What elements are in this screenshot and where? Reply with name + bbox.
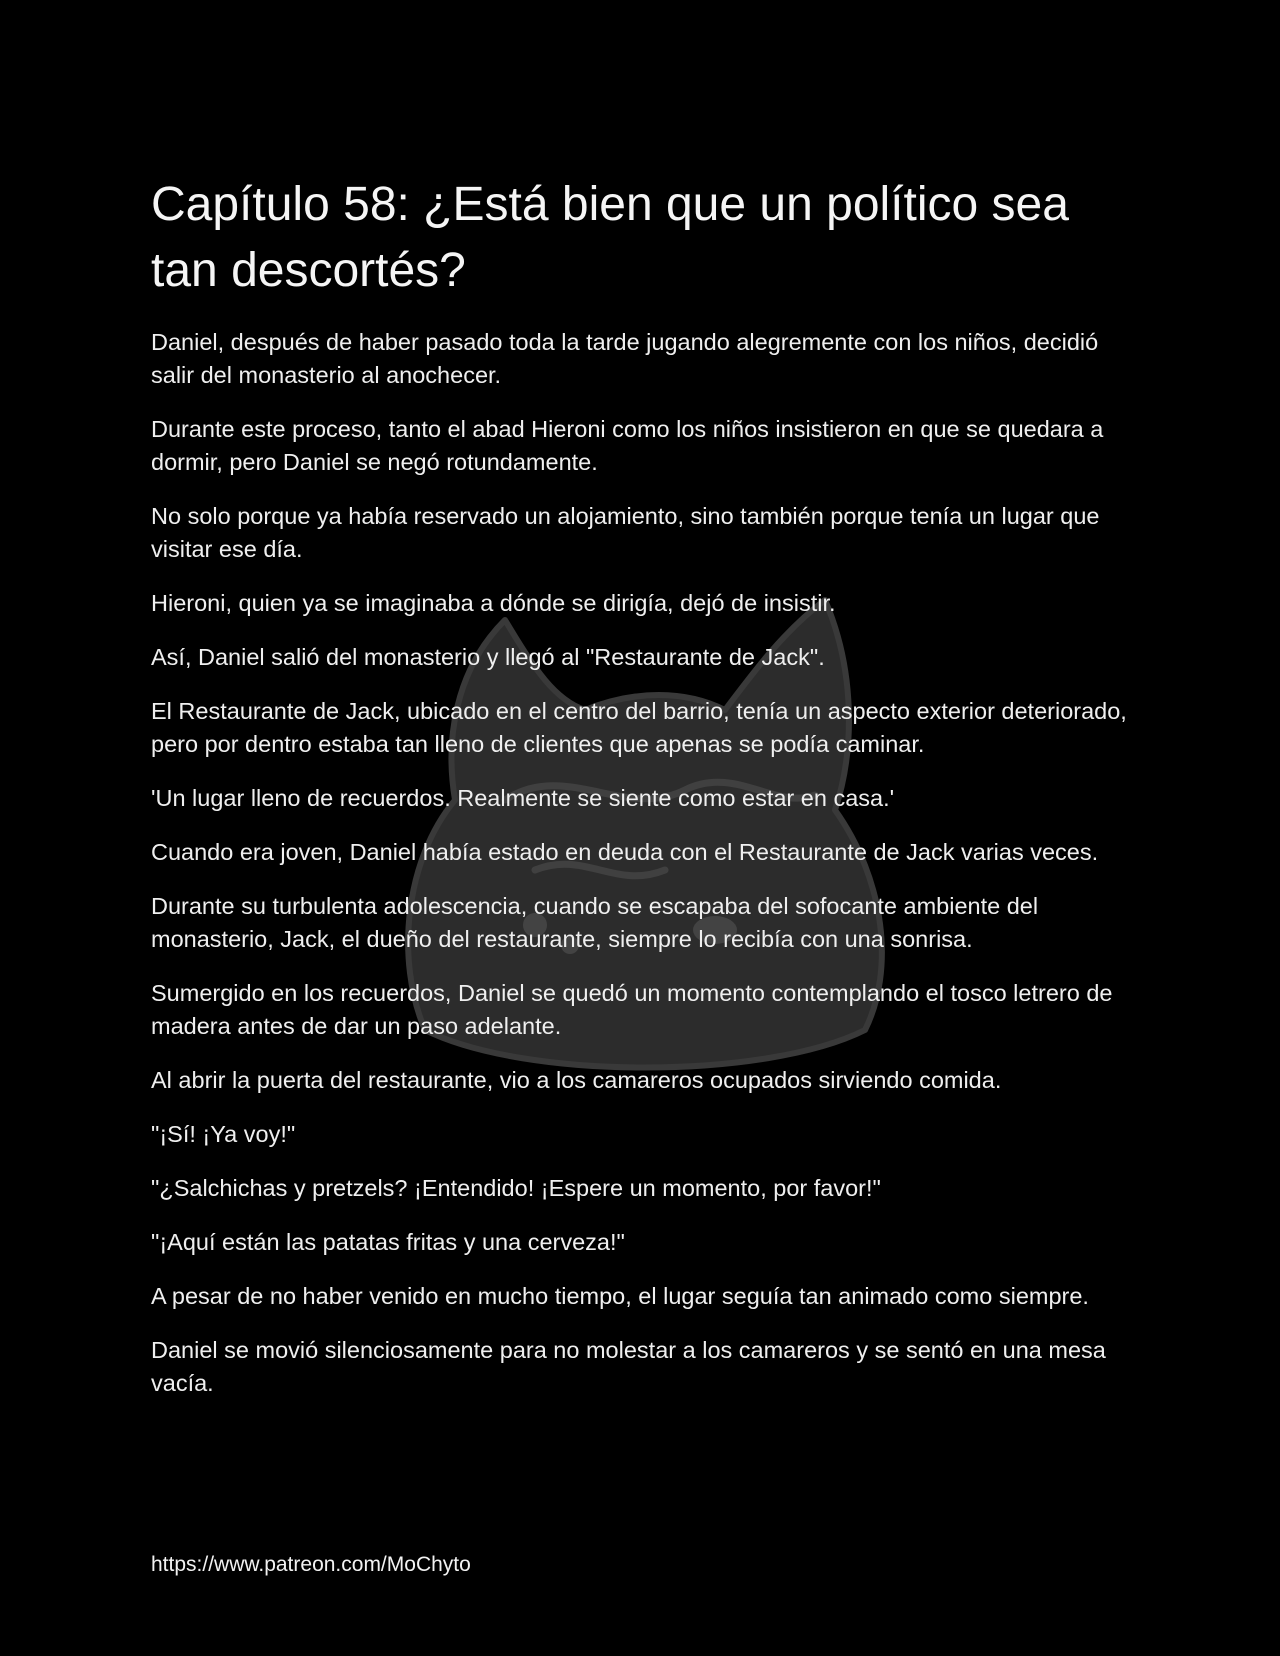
- paragraph: Así, Daniel salió del monasterio y llegó al "Restaurante de Jack".: [151, 644, 825, 670]
- paragraph: Sumergido en los recuerdos, Daniel se quedó un momento contemplando el tosco letrero de madera antes de dar un paso adelante.: [151, 980, 1113, 1039]
- paragraph: Daniel, después de haber pasado toda la tarde jugando alegremente con los niños, decidió salir del monasterio al anochecer.: [151, 329, 1099, 388]
- chapter-body: [151, 326, 1141, 1400]
- paragraph: Daniel se movió silenciosamente para no molestar a los camareros y se sentó en una mesa vacía.: [151, 1337, 1106, 1396]
- paragraph: Hieroni, quien ya se imaginaba a dónde se dirigía, dejó de insistir.: [151, 590, 836, 616]
- paragraph: Durante este proceso, tanto el abad Hieroni como los niños insistieron en que se quedara a dormir, pero Daniel se negó rotundamente.: [151, 416, 1104, 475]
- paragraph: 'Un lugar lleno de recuerdos. Realmente se siente como estar en casa.': [151, 785, 895, 811]
- dialogue-line: "¡Aquí están las patatas fritas y una cerveza!": [151, 1229, 625, 1255]
- patreon-link[interactable]: https://www.patreon.com/MoChyto: [151, 1553, 471, 1576]
- chapter-page: [151, 172, 1141, 1421]
- paragraph: No solo porque ya había reservado un alojamiento, sino también porque tenía un lugar que visitar ese día.: [151, 503, 1100, 562]
- dialogue-line: "¿Salchichas y pretzels? ¡Entendido! ¡Espere un momento, por favor!": [151, 1175, 881, 1201]
- chapter-title: Capítulo 58: ¿Está bien que un político sea tan descortés?: [151, 178, 1069, 297]
- paragraph: El Restaurante de Jack, ubicado en el centro del barrio, tenía un aspecto exterior deteriorado, pero por dentro estaba tan lleno de clientes que apenas se podía caminar.: [151, 698, 1127, 757]
- paragraph: Al abrir la puerta del restaurante, vio a los camareros ocupados sirviendo comida.: [151, 1067, 1002, 1093]
- paragraph: A pesar de no haber venido en mucho tiempo, el lugar seguía tan animado como siempre.: [151, 1283, 1089, 1309]
- dialogue-line: "¡Sí! ¡Ya voy!": [151, 1121, 296, 1147]
- paragraph: Cuando era joven, Daniel había estado en deuda con el Restaurante de Jack varias veces.: [151, 839, 1099, 865]
- paragraph: Durante su turbulenta adolescencia, cuando se escapaba del sofocante ambiente del monasterio, Jack, el dueño del restaurante, siempre lo recibía con una sonrisa.: [151, 893, 1039, 952]
